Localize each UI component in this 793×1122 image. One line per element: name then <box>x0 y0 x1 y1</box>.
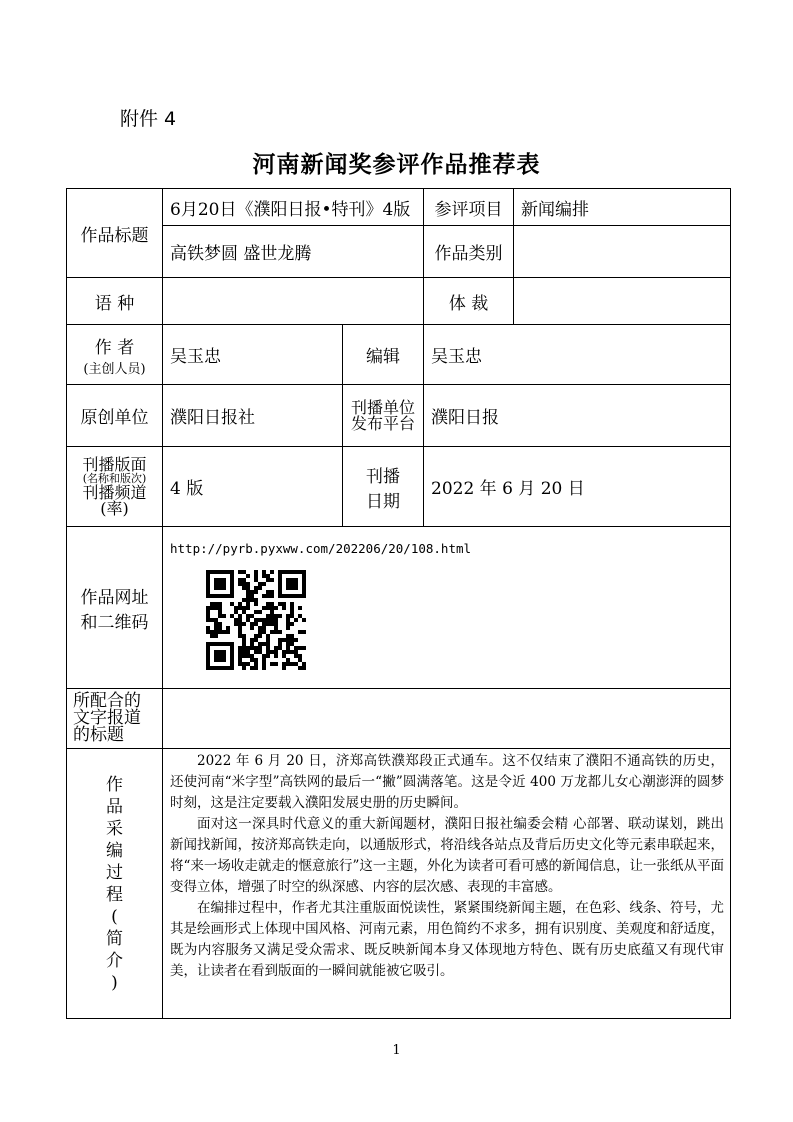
page-title: 河南新闻奖参评作品推荐表 <box>252 151 541 178</box>
url-cell <box>163 527 731 689</box>
process-text-cell <box>163 749 731 1019</box>
author-label-cell <box>67 325 163 385</box>
author-value: 吴玉忠 <box>163 325 343 385</box>
origin-unit-value: 濮阳日报社 <box>163 385 343 447</box>
work-type-value <box>514 226 731 278</box>
publisher-label-1: 刊播单位 <box>351 397 416 417</box>
work-title-label: 作品标题 <box>67 189 163 278</box>
url-link[interactable]: http://pyrb.pyxww.com/202206/20/108.html <box>170 541 472 556</box>
page-label-cell <box>67 447 163 527</box>
genre-label: 体 裁 <box>424 278 514 325</box>
related-label-line-2: 文字报道 <box>73 708 141 728</box>
url-label-2: 和二维码 <box>80 612 149 633</box>
page-label-3: (率) <box>100 498 129 518</box>
page-value: 4 版 <box>163 447 343 527</box>
editor-label: 编辑 <box>343 325 424 385</box>
language-label: 语 种 <box>67 278 163 325</box>
category-value: 新闻编排 <box>514 189 731 226</box>
process-paragraph: 2022 年 6 月 20 日，济郑高铁濮郑段正式通车。这不仅结束了濮阳不通高铁的历史，还使河南“米字型”高铁网的最后一“撇”圆满落笔。这是令近 400 万龙都儿女心潮澎湃的圆梦时刻，这是注定要载入濮阳发展史册的历史瞬间。 <box>170 753 725 811</box>
attachment-label: 附件 4 <box>120 108 177 130</box>
url-label-1: 作品网址 <box>80 587 149 608</box>
related-label-line-3: 的标题 <box>73 725 124 745</box>
page-label-sub: (名称和版次) <box>82 471 147 485</box>
qr-code-icon <box>206 570 306 670</box>
publisher-label-2: 发布平台 <box>351 413 416 433</box>
process-paragraph: 在编排过程中，作者尤其注重版面悦读性，紧紧围绕新闻主题，在色彩、线条、符号，尤其是绘画形式上体现中国风格、河南元素，用色简约不求多，拥有识别度、美观度和舒适度，既为内容服务又满足受众需求、既反映新闻本身又体现地方特色、既有历史底蕴又有现代审美，让读者在看到版面的一瞬间就能被它吸引。 <box>170 900 725 979</box>
date-label-1: 刊播 <box>366 466 400 487</box>
date-value: 2022 年 6 月 20 日 <box>424 447 731 527</box>
process-paragraph: 面对这一深具时代意义的重大新闻题材，濮阳日报社编委会精 心部署、联动谋划，跳出新闻找新闻，按济郑高铁走向，以通版形式，将沿线各站点及背后历史文化等元素串联起来，将“来一场收走就走的惬意旅行”这一主题，外化为读者可看可感的新闻信息，让一张纸从平面变得立体，增强了时空的纵深感、内容的层次感、表现的丰富感。 <box>170 816 725 895</box>
related-value <box>163 689 731 749</box>
author-sub-label: (主创人员) <box>83 361 146 377</box>
process-label-cell <box>67 749 163 1019</box>
page-label-1: 刊播版面 <box>82 454 147 474</box>
date-label-cell <box>343 447 424 527</box>
url-label-cell <box>67 527 163 689</box>
work-type-label: 作品类别 <box>424 226 514 278</box>
related-label-line-1: 所配合的 <box>73 691 141 711</box>
genre-value <box>514 278 731 325</box>
work-title-line2: 高铁梦圆 盛世龙腾 <box>163 226 424 278</box>
publisher-label-cell <box>343 385 424 447</box>
page-number: 1 <box>392 1043 401 1058</box>
language-value <box>163 278 424 325</box>
editor-value: 吴玉忠 <box>424 325 731 385</box>
publisher-value: 濮阳日报 <box>424 385 731 447</box>
category-label: 参评项目 <box>424 189 514 226</box>
recommendation-form <box>66 188 731 1019</box>
page-label-2: 刊播频道 <box>82 482 147 502</box>
related-label-cell <box>67 689 163 749</box>
work-title-line1: 6月20日《濮阳日报•特刊》4版 <box>163 189 424 226</box>
process-label: 作 品 采 编 过 程 ( 简 介 ) <box>106 774 123 993</box>
author-label: 作 者 <box>94 337 135 358</box>
date-label-2: 日期 <box>366 491 400 512</box>
origin-unit-label: 原创单位 <box>67 385 163 447</box>
